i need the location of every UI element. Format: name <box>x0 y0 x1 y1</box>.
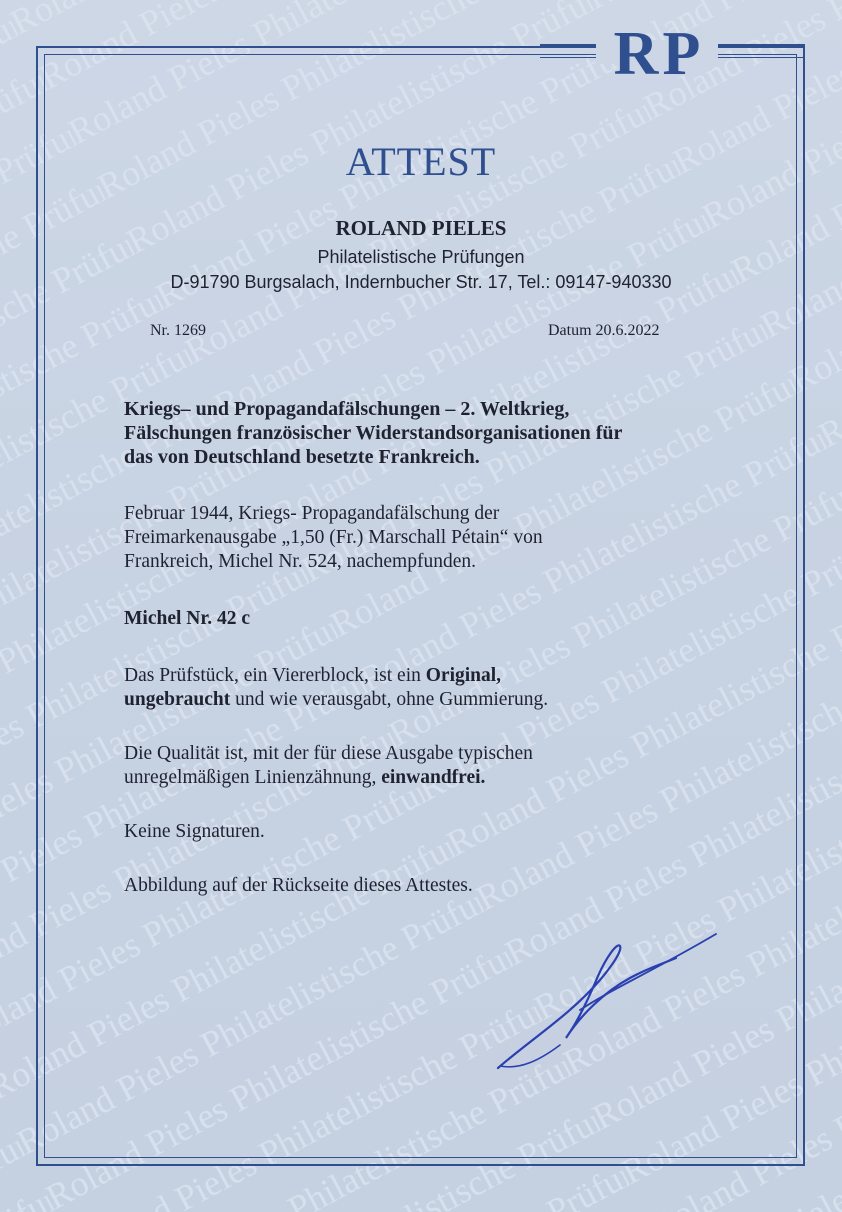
heading-line: Fälschungen französischer Widerstandsorganisationen für <box>124 422 623 444</box>
certificate-number: Nr. 1269 <box>150 322 206 339</box>
michel-number: Michel Nr. 42 c <box>124 608 250 629</box>
examiner-subtitle: Philatelistische Prüfungen <box>317 247 525 267</box>
page-title: ATTEST <box>345 139 497 184</box>
description-line: Frankreich, Michel Nr. 524, nachempfunden. <box>124 551 476 572</box>
ungebraucht-label: ungebraucht <box>124 689 231 710</box>
heading-line: das von Deutschland besetzte Frankreich. <box>124 446 480 468</box>
qualitaet-text: unregelmäßigen Linienzähnung, <box>124 767 382 788</box>
qualitaet-paragraph <box>124 742 533 790</box>
rp-logo: RP <box>613 20 705 88</box>
subject-heading <box>124 397 622 469</box>
description-line: Freimarkenausgabe „1,50 (Fr.) Marschall Pétain“ von <box>124 527 543 548</box>
pruefstueck-paragraph <box>124 664 548 712</box>
examiner-name: ROLAND PIELES <box>335 216 507 240</box>
qualitaet-line-1: Die Qualität ist, mit der für diese Ausgabe typischen <box>124 743 533 764</box>
original-label: Original, <box>425 665 502 686</box>
pruefstueck-text: und wie verausgabt, ohne Gummierung. <box>230 689 549 710</box>
pruefstueck-text: Das Prüfstück, ein Viererblock, ist ein <box>124 665 426 686</box>
heading-line: Kriegs– und Propagandafälschungen – 2. Weltkrieg, <box>124 398 570 420</box>
pruefstueck-line-1 <box>124 664 548 688</box>
logo-rule-right <box>718 44 805 58</box>
signaturen-line: Keine Signaturen. <box>124 821 265 842</box>
examiner-address: D-91790 Burgsalach, Indernbucher Str. 17, Tel.: 09147-940330 <box>170 272 672 292</box>
description-paragraph <box>124 502 543 574</box>
certificate-date: Datum 20.6.2022 <box>548 322 660 339</box>
einwandfrei-label: einwandfrei. <box>381 767 486 788</box>
qualitaet-line-2 <box>124 766 533 790</box>
description-line: Februar 1944, Kriegs- Propagandafälschung der <box>124 503 500 524</box>
handwritten-signature <box>480 920 730 1090</box>
abbildung-line: Abbildung auf der Rückseite dieses Attestes. <box>124 875 473 896</box>
pruefstueck-line-2 <box>124 688 548 712</box>
logo-rule-left <box>540 44 596 58</box>
